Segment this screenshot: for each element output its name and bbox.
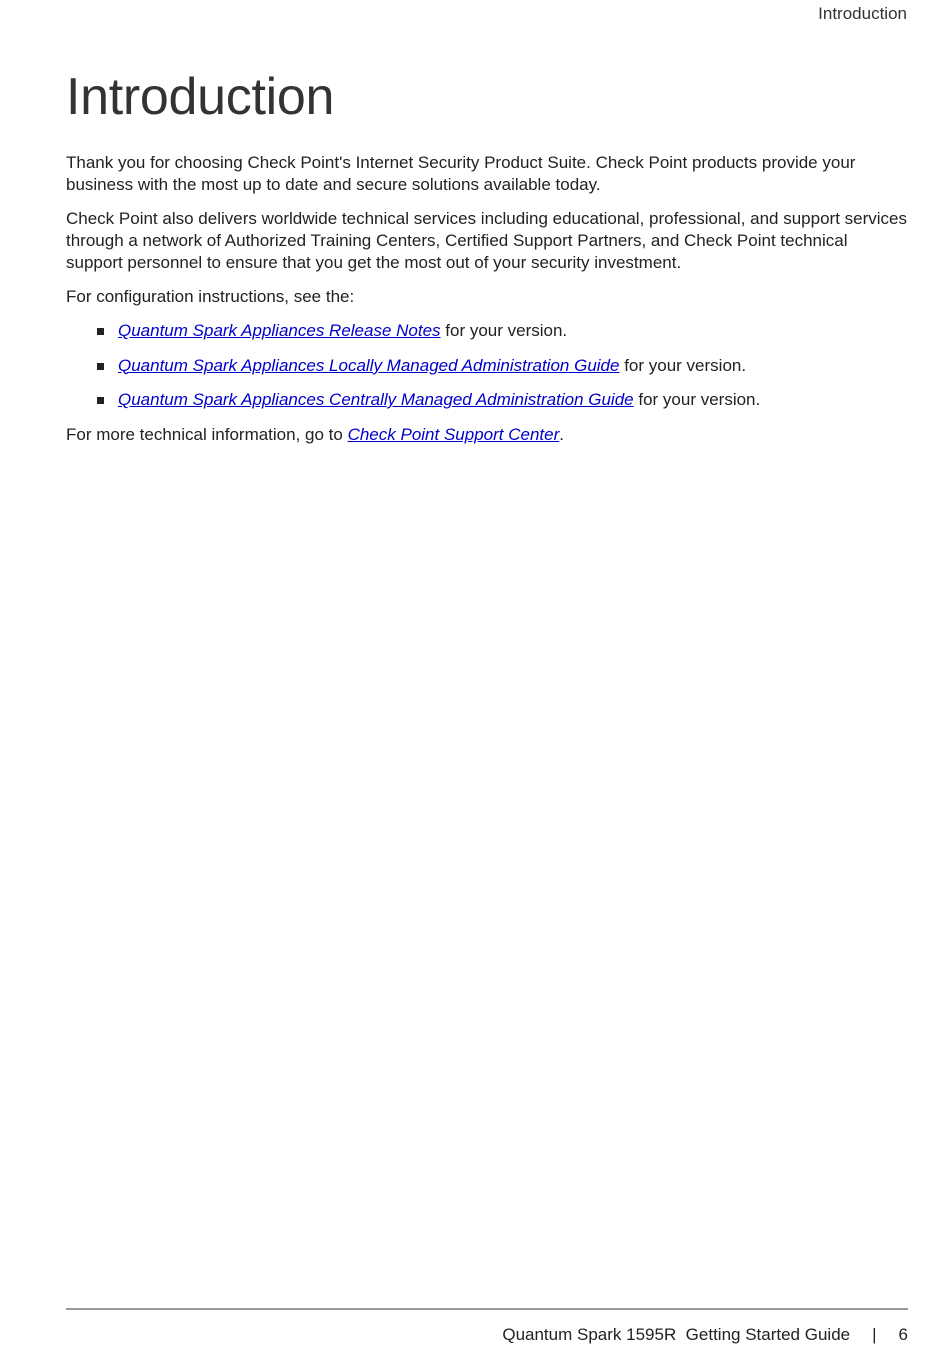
page-footer [502, 1325, 908, 1345]
list-item [66, 320, 908, 342]
support-center-link[interactable]: Check Point Support Center [347, 424, 560, 444]
page-title: Introduction [66, 68, 335, 126]
list-item-suffix: for your version. [633, 390, 761, 409]
page-number: 6 [898, 1325, 908, 1344]
more-info-paragraph [66, 424, 908, 446]
list-item-suffix: for your version. [619, 355, 747, 375]
footer-divider [66, 1308, 908, 1310]
more-info-suffix: . [559, 424, 564, 444]
locally-managed-guide-link[interactable]: Quantum Spark Appliances Locally Managed Administration Guide [118, 355, 620, 375]
footer-guide-title: Quantum Spark 1595R Getting Started Guide [502, 1325, 851, 1344]
bullet-square-icon [97, 363, 104, 370]
bullet-square-icon [97, 328, 104, 335]
running-header: Introduction [818, 4, 907, 23]
release-notes-link[interactable]: Quantum Spark Appliances Release Notes [118, 321, 441, 340]
centrally-managed-guide-link[interactable]: Quantum Spark Appliances Centrally Managed Administration Guide [118, 390, 634, 409]
services-paragraph: Check Point also delivers worldwide technical services including educational, professional, and support services through a network of Authorized Training Centers, Certified Support Partners, and Check Point technical support personnel to ensure that you get the most out of your security investment. [66, 209, 907, 272]
more-info-prefix: For more technical information, go to [66, 424, 348, 444]
page-content [66, 66, 908, 458]
list-item-suffix: for your version. [440, 321, 568, 340]
list-item [66, 389, 908, 411]
footer-separator: | [872, 1325, 877, 1344]
list-item [66, 355, 908, 377]
bullet-square-icon [97, 397, 104, 404]
config-lead-paragraph: For configuration instructions, see the: [66, 287, 355, 306]
reference-list [66, 320, 908, 411]
intro-paragraph: Thank you for choosing Check Point's Internet Security Product Suite. Check Point products provide your business with the most up to date and secure solutions available today. [66, 153, 856, 194]
